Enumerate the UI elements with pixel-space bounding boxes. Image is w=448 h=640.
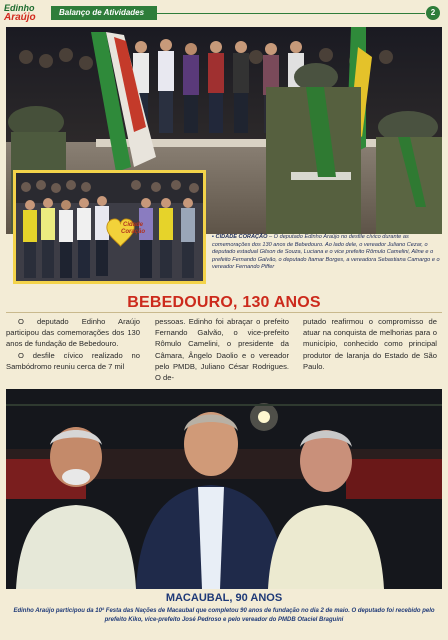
article-paragraph-3: pessoas. Edinho foi abraçar o prefeito Fernando Galvão, o vice-prefeito Rômulo Camelini, o presidente da Câmara, Ângelo Daolio e o vereador pelo PMDB, Juliano César Rodrigues. O de- bbox=[155, 317, 289, 383]
article-paragraph-2: O desfile cívico realizado no Sambódromo reuniu cerca de 7 mil bbox=[6, 350, 140, 371]
page-number: 2 bbox=[426, 6, 440, 20]
caption-text: – O deputado Edinho Araújo no desfile cívico durante as comemorações dos 130 anos de Bebedouro. Ao lado dele, o vereador Juliano Cezar, o deputado estadual Gilson de Souza, Luciana e o vice prefeito Rômulo Camelini, Aline e o prefeito Fernando Galvão, o deputado Itamar Borges, a vereadora Sebastiana Camargo e o vereador Fernando Piffer bbox=[212, 234, 440, 271]
article-paragraph-1: O deputado Edinho Araújo participou das comemorações dos 130 anos de fundação de Bebedouro. bbox=[6, 317, 140, 349]
article-column-1 bbox=[6, 316, 140, 372]
inset-group-photo bbox=[13, 170, 206, 284]
logo-bottom-text: Araújo bbox=[4, 12, 36, 23]
macaubal-photo bbox=[6, 389, 442, 589]
macaubal-photo-illustration bbox=[6, 389, 442, 589]
logo-top-text: Edinho bbox=[4, 3, 35, 13]
macaubal-caption: Edinho Araújo participou da 10ª Festa das Nações de Macaubal que completou 90 anos de fundação no dia 2 de maio. O deputado foi recebido pelo prefeito Kiko, vice-prefeito José Pedroso e pelo vereador do PMDB Otaciel Braguini bbox=[13, 608, 435, 623]
article-headline: BEBEDOURO, 130 ANOS bbox=[127, 294, 321, 311]
article-column-2 bbox=[155, 316, 289, 383]
photo-caption: ▪ CIDADE CORAÇÃO – O deputado Edinho Araújo no desfile cívico durante as comemorações dos 130 anos de Bebedouro. Ao lado dele, o vereador Juliano Cezar, o deputado estadual Gilson de Souza, Luciana e o vice prefeito Rômulo Camelini, Aline e o prefeito Fernando Galvão, o deputado Itamar Borges, a vereadora Sebastiana Camargo e o vereador Fernando Piffer bbox=[212, 234, 440, 271]
edinho-araujo-logo bbox=[4, 3, 44, 25]
caption-lead: CIDADE CORAÇÃO bbox=[215, 234, 268, 240]
macaubal-headline: MACAUBAL, 90 ANOS bbox=[165, 592, 283, 604]
article-column-3 bbox=[303, 316, 437, 372]
page-header bbox=[0, 0, 448, 26]
header-divider bbox=[157, 13, 425, 14]
heart-sign-line2: Coração bbox=[120, 229, 145, 235]
heart-sign-line1: Cidade bbox=[122, 222, 143, 228]
headline-rule bbox=[6, 312, 442, 313]
section-title: Balanço de Atividades bbox=[51, 6, 157, 20]
heart-sign-text bbox=[108, 222, 158, 236]
article-paragraph-4: putado reafirmou o compromisso de atuar na conquista de melhorias para o município, conhecido como principal produtor de laranja do Estado de São Paulo. bbox=[303, 317, 437, 371]
